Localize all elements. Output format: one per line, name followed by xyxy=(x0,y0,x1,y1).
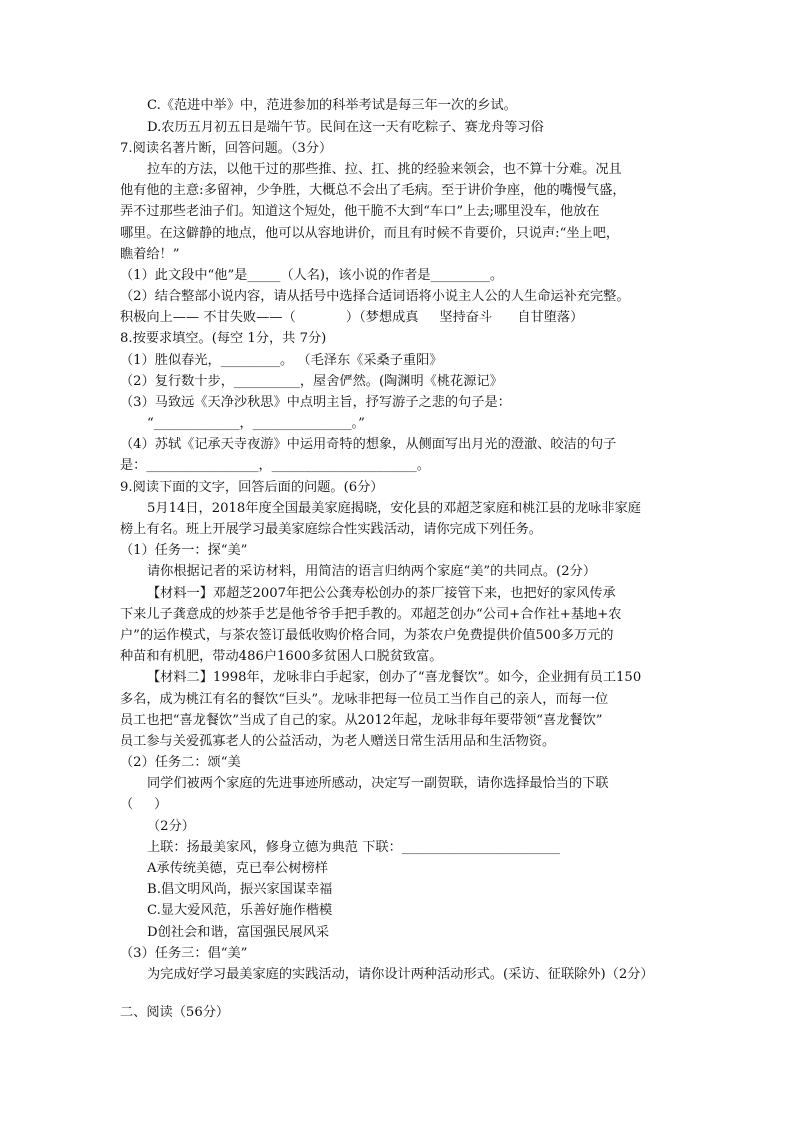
task-2-prompt: 同学们被两个家庭的先进事迹所感动，决定写一副贺联，请你选择最恰当的下联 xyxy=(147,776,609,791)
material-2-line: 员工也把“喜龙餐饮”当成了自己的家。从2012年起，龙咏非每年要带领“喜龙餐饮” xyxy=(120,713,603,728)
answer-parentheses: （ ） xyxy=(120,797,168,812)
choice-a: A承传统美德，克已奉公树榜样 xyxy=(147,861,328,876)
material-2-line: 员工参与关爱孤寡老人的公益活动，为老人赠送日常生活用品和生活物资。 xyxy=(120,734,556,749)
choice-d: D创社会和谐，富国强民展风采 xyxy=(147,925,330,940)
passage-line: 弄不过那些老油子们。知道这个短处，他干脆不大到“车口”上去;哪里没车，他放在 xyxy=(120,204,600,219)
material-2-line: 多名，成为桃江有名的餐饮“巨头”。龙咏非把每一位员工当作自己的亲人，而每一位 xyxy=(120,692,609,707)
task-1-heading: （1）任务一：探“美” xyxy=(120,543,248,558)
material-1-line: 下来儿子龚意成的炒茶手艺是他爷爷手把手教的。邓超芝创办“公司+合作社+基地+农 xyxy=(120,607,622,622)
task-2-score: （2分） xyxy=(147,819,195,834)
choice-b: B.倡文明风尚，振兴家国谋幸福 xyxy=(147,882,333,897)
choice-c: C.显大爱风范，乐善好施作楷模 xyxy=(147,903,333,918)
option-c-line: C.《范进中举》中，范进参加的科举考试是每三年一次的乡试。 xyxy=(147,98,517,113)
question-9-intro: 5月14日，2018年度全国最美家庭揭晓，安化县的邓超芝家庭和桃江县的龙咏非家庭 xyxy=(147,501,641,516)
question-8-1: （1）胜似春光，_________。 （毛泽东《采桑子重阳》 xyxy=(120,353,443,368)
task-3-heading: （3）任务三：倡“美” xyxy=(120,946,248,961)
question-8-heading: 8.按要求填空。(每空 1分，共 7分) xyxy=(120,331,327,346)
question-8-4: （4）苏轼《记承天寺夜游》中运用奇特的想象，从侧面写出月光的澄澈、皎洁的句子 xyxy=(120,437,617,452)
question-7-2-blank: 积极向上—— 不甘失败——（ ）（梦想成真 坚持奋斗 自甘堕落） xyxy=(120,310,584,325)
question-7-1: （1）此文段中“他”是_____（人名)，该小说的作者是_________。 xyxy=(120,268,504,283)
passage-line: 拉车的方法，以他干过的那些推、拉、扛、挑的经验来领会，也不算十分难。况且 xyxy=(147,162,622,177)
question-8-3: （3）马致远《天净沙秋思》中点明主旨，抒写游子之悲的句子是： xyxy=(120,395,511,410)
question-8-3-blank: “_____________，_______________。” xyxy=(147,416,365,431)
question-7-heading: 7.阅读名著片断，回答问题。（3分） xyxy=(120,141,333,156)
material-1-line: 户”的运作模式，与茶农签订最低收购价格合同，为茶农户免费提供价值500多万元的 xyxy=(120,628,614,643)
couplet-line: 上联：扬最美家风，修身立德为典范 下联：________________________ xyxy=(147,840,561,855)
passage-line: 瞧着给！” xyxy=(120,247,180,262)
question-7-2: （2）结合整部小说内容，请从括号中选择合适词语将小说主人公的人生命运补充完整。 xyxy=(120,289,630,304)
question-9-intro: 榜上有名。班上开展学习最美家庭综合性实践活动，请你完成下列任务。 xyxy=(120,522,542,537)
passage-line: 哪里。在这僻静的地点，他可以从容地讲价，而且有时候不肯要价，只说声:“坐上吧， xyxy=(120,226,620,241)
question-8-4-blank: 是：_________________，______________________。 xyxy=(120,458,430,473)
task-1-prompt: 请你根据记者的采访材料，用简洁的语言归纳两个家庭“美”的共同点。(2分） xyxy=(147,564,597,579)
material-2-line: 【材料二】1998年，龙咏非白手起家，创办了“喜龙餐饮”。如今，企业拥有员工150 xyxy=(147,670,642,685)
question-8-2: （2）复行数十步，__________，屋舍俨然。(陶渊明《桃花源记》 xyxy=(120,374,503,389)
task-3-prompt: 为完成好学习最美家庭的实践活动，请你设计两种活动形式。(采访、征联除外)（2分） xyxy=(147,967,654,982)
section-2-heading: 二、阅读（56分） xyxy=(120,1005,230,1020)
option-d-line: D.农历五月初五日是端午节。民间在这一天有吃粽子、赛龙舟等习俗 xyxy=(147,120,544,135)
material-1-line: 【材料一】邓超芝2007年把公公龚寿松创办的茶厂接管下来，也把好的家风传承 xyxy=(147,586,616,601)
passage-line: 他有他的主意:多留神，少争胜，大概总不会出了毛病。至于讲价争座，他的嘴慢气盛， xyxy=(120,183,626,198)
task-2-heading: （2）任务二：颂“美 xyxy=(120,755,241,770)
material-1-line: 种苗和有机肥，带动486户1600多贫困人口脱贫致富。 xyxy=(120,649,443,664)
question-9-heading: 9.阅读下面的文字，回答后面的问题。(6分） xyxy=(120,480,384,495)
